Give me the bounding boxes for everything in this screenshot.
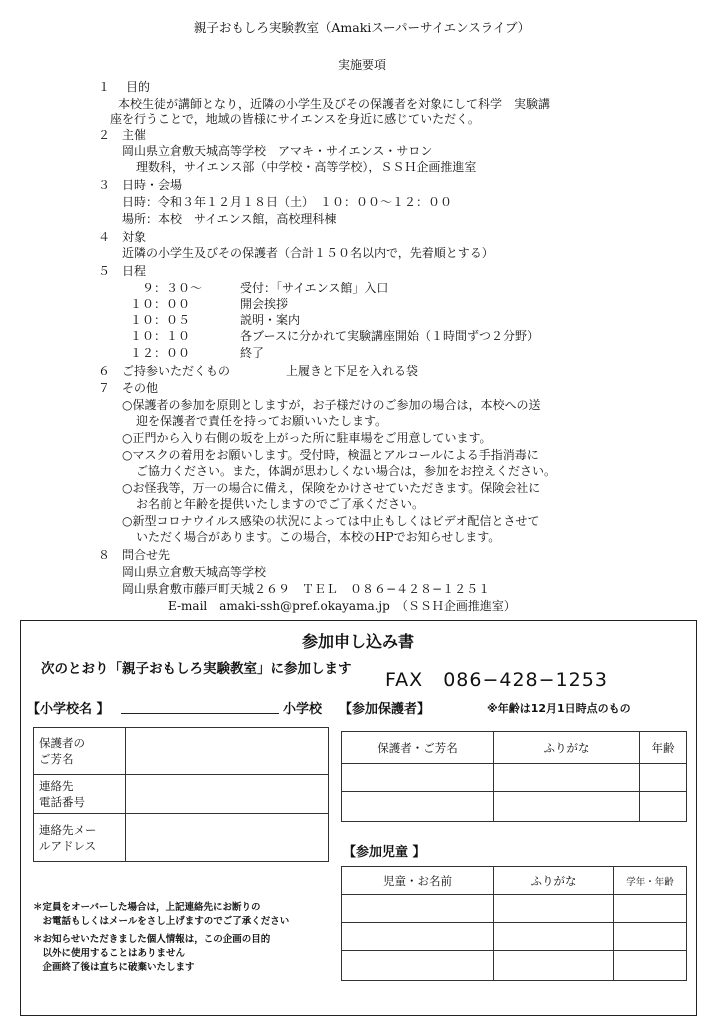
fax-number: FAX 086−428−1253 bbox=[385, 669, 608, 691]
guardian-contact-table bbox=[33, 727, 329, 862]
datetime-text: 日時：令和３年１２月１８日（土） １０：００〜１２：００ bbox=[122, 195, 453, 209]
section-number: ６ bbox=[98, 364, 111, 378]
child-furigana-cell[interactable] bbox=[494, 951, 614, 981]
school-name-label: 【小学校名 】 bbox=[27, 702, 110, 717]
section-heading-contact: 問合せ先 bbox=[122, 548, 171, 562]
form-title: 参加申し込み書 bbox=[301, 632, 414, 651]
child-header-grade-age: 学年・年齢 bbox=[614, 867, 687, 895]
guardian-age-cell[interactable] bbox=[640, 764, 687, 792]
section-heading-other: その他 bbox=[122, 381, 159, 395]
school-name-field[interactable] bbox=[121, 713, 279, 714]
child-section-label: 【参加児童 】 bbox=[343, 845, 426, 860]
other-note: 迎を保護者で責任を持ってお願いいたします。 bbox=[136, 414, 388, 428]
email-label: 連絡先メー ルアドレス bbox=[34, 814, 126, 862]
section-number: ８ bbox=[98, 548, 111, 562]
other-note: ○マスクの着用をお願いします。受付時，検温とアルコールによる手指消毒に bbox=[122, 448, 539, 462]
section-number: ５ bbox=[98, 264, 111, 278]
host-text: 岡山県立倉敷天城高等学校 アマキ・サイエンス・サロン bbox=[122, 144, 433, 158]
section-number: １ bbox=[98, 80, 111, 94]
guardian-name-field[interactable] bbox=[126, 728, 329, 775]
section-heading-schedule: 日程 bbox=[122, 264, 147, 278]
contact-address-tel: 岡山県倉敷市藤戸町天城２６９ ＴＥＬ ０８６−４２８−１２５１ bbox=[122, 582, 491, 596]
host-text: 理数科，サイエンス部（中学校・高等学校），ＳＳＨ企画推進室 bbox=[136, 160, 477, 174]
bring-value: 上履きと下足を入れる袋 bbox=[286, 364, 419, 378]
form-note: 企画終了後は直ちに破棄いたします bbox=[33, 962, 195, 973]
other-note: お名前と年齢を提供いたしますのでご了承ください。 bbox=[136, 497, 425, 511]
schedule-time: １０：００ bbox=[130, 297, 191, 311]
section-heading-target: 対象 bbox=[122, 230, 147, 244]
section-number: ３ bbox=[98, 178, 111, 192]
section-heading-datetime: 日時・会場 bbox=[122, 178, 183, 192]
school-suffix: 小学校 bbox=[283, 702, 323, 717]
section-number: ２ bbox=[98, 128, 111, 142]
child-name-cell[interactable] bbox=[342, 951, 494, 981]
child-header-name: 児童・お名前 bbox=[342, 867, 494, 895]
schedule-item: 説明・案内 bbox=[240, 313, 301, 327]
child-name-cell[interactable] bbox=[342, 895, 494, 923]
section-heading-host: 主催 bbox=[122, 128, 147, 142]
venue-text: 場所：本校 サイエンス館，高校理科棟 bbox=[122, 212, 337, 226]
target-text: 近隣の小学生及びその保護者（合計１５０名以内で，先着順とする） bbox=[122, 246, 494, 260]
section-number: ７ bbox=[98, 381, 111, 395]
form-subtitle: 次のとおり「親子おもしろ実験教室」に参加します bbox=[41, 661, 352, 677]
other-note: ○保護者の参加を原則としますが，お子様だけのご参加の場合は，本校への送 bbox=[122, 398, 541, 412]
other-note: ○新型コロナウイルス感染の状況によっては中止もしくはビデオ配信とさせて bbox=[122, 514, 540, 528]
section-heading-purpose: 目的 bbox=[126, 80, 151, 94]
contact-school: 岡山県立倉敷天城高等学校 bbox=[122, 565, 267, 579]
guardian-section-label: 【参加保護者】 bbox=[339, 702, 431, 717]
schedule-time: １０：０５ bbox=[130, 313, 191, 327]
guardian-header-age: 年齢 bbox=[640, 732, 687, 764]
phone-field[interactable] bbox=[126, 775, 329, 814]
schedule-time: ９：３０〜 bbox=[142, 281, 203, 295]
age-note: ※年齢は12月1日時点のもの bbox=[487, 702, 631, 715]
guardian-table bbox=[341, 731, 687, 822]
child-grade-cell[interactable] bbox=[614, 951, 687, 981]
schedule-item: 各ブースに分かれて実験講座開始（１時間ずつ２分野） bbox=[240, 329, 540, 343]
guardian-age-cell[interactable] bbox=[640, 792, 687, 822]
document-subtitle: 実施要項 bbox=[337, 58, 386, 72]
other-note: ご協力ください。また，体調が思わしくない場合は，参加をお控えください。 bbox=[136, 464, 557, 478]
schedule-item: 開会挨拶 bbox=[240, 297, 289, 311]
child-header-furigana: ふりがな bbox=[494, 867, 614, 895]
purpose-text: 本校生徒が講師となり，近隣の小学生及びその保護者を対象にして科学 実験講 bbox=[118, 97, 551, 111]
child-table bbox=[341, 866, 687, 981]
schedule-item: 終了 bbox=[240, 346, 265, 360]
document-title: 親子おもしろ実験教室（Amakiスーパーサイエンスライブ） bbox=[193, 20, 531, 35]
child-furigana-cell[interactable] bbox=[494, 923, 614, 951]
form-note: お電話もしくはメールをさし上げますのでご了承ください bbox=[33, 916, 290, 927]
guardian-header-name: 保護者・ご芳名 bbox=[342, 732, 494, 764]
guardian-name-cell[interactable] bbox=[342, 764, 494, 792]
child-grade-cell[interactable] bbox=[614, 923, 687, 951]
schedule-item: 受付：「サイエンス館」入口 bbox=[240, 281, 389, 295]
form-note: 以外に使用することはありません bbox=[33, 948, 186, 959]
child-name-cell[interactable] bbox=[342, 923, 494, 951]
section-heading-bring: ご持参いただくもの bbox=[122, 364, 231, 378]
schedule-time: １２：００ bbox=[130, 346, 191, 360]
contact-email: E-mail amaki-ssh@pref.okayama.jp （ＳＳＨ企画推進室） bbox=[168, 599, 516, 613]
schedule-time: １０：１０ bbox=[130, 329, 191, 343]
guardian-furigana-cell[interactable] bbox=[494, 792, 640, 822]
email-field[interactable] bbox=[126, 814, 329, 862]
form-note: ＊定員をオーバーした場合は，上記連絡先にお断りの bbox=[33, 902, 261, 913]
child-furigana-cell[interactable] bbox=[494, 895, 614, 923]
guardian-name-cell[interactable] bbox=[342, 792, 494, 822]
application-form bbox=[20, 620, 697, 1016]
section-number: ４ bbox=[98, 230, 111, 244]
other-note: いただく場合があります。この場合，本校のHPでお知らせします。 bbox=[136, 530, 501, 544]
child-grade-cell[interactable] bbox=[614, 895, 687, 923]
guardian-header-furigana: ふりがな bbox=[494, 732, 640, 764]
other-note: ○正門から入り右側の坂を上がった所に駐車場をご用意しています。 bbox=[122, 431, 492, 445]
guardian-name-label: 保護者の ご芳名 bbox=[34, 728, 126, 775]
form-note: ＊お知らせいただきました個人情報は，この企画の目的 bbox=[33, 934, 271, 945]
guardian-furigana-cell[interactable] bbox=[494, 764, 640, 792]
purpose-text: 座を行うことで，地域の皆様にサイエンスを身近に感じていただく。 bbox=[110, 112, 480, 126]
phone-label: 連絡先 電話番号 bbox=[34, 775, 126, 814]
other-note: ○お怪我等，万一の場合に備え，保険をかけさせていただきます。保険会社に bbox=[122, 481, 541, 495]
